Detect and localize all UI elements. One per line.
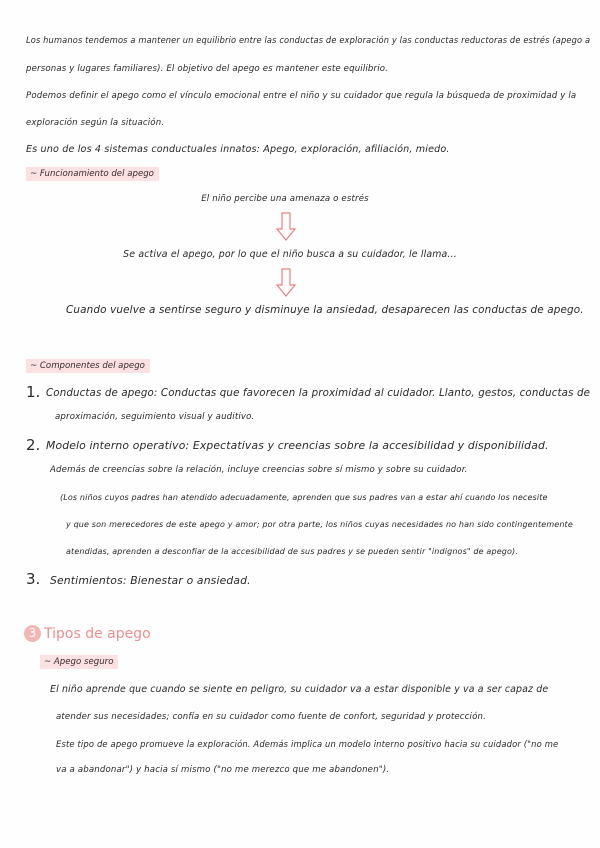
intro-line-3: Podemos definir el apego como el vínculo emocional entre el niño y su cuidador que regula la búsqueda de proximidad y la [26,91,577,101]
componente-1-line-1: Conductas de apego: Conductas que favorecen la proximidad al cuidador. Llanto, gestos, conductas de [46,386,591,399]
down-arrow-icon [275,212,297,242]
componentes-tag: ~ Componentes del apego [26,359,150,373]
seguro-line-3: Este tipo de apego promueve la exploración. Además implica un modelo interno positivo hacia su cuidador ("no me [56,739,559,749]
componente-2-line-4: y que son merecedores de este apego y amor; por otra parte, los niños cuyas necesidades no han sido contingentemente [66,520,573,529]
section-number-badge: 3 [24,625,41,642]
seguro-line-2: atender sus necesidades; confía en su cuidador como fuente de confort, seguridad y protección. [56,712,486,722]
componente-2-line-2: Además de creencias sobre la relación, incluye creencias sobre sí mismo y sobre su cuidador. [50,465,468,475]
section-title: Tipos de apego [44,626,151,642]
seguro-line-1: El niño aprende que cuando se siente en peligro, su cuidador va a estar disponible y va a ser capaz de [50,684,549,695]
flow-step-2: Se activa el apego, por lo que el niño busca a su cuidador, le llama... [123,249,457,260]
intro-line-5: Es uno de los 4 sistemas conductuales innatos: Apego, exploración, afiliación, miedo. [26,144,450,155]
apego-seguro-tag: ~ Apego seguro [40,655,118,669]
list-number-3: 3. [26,570,41,588]
list-number-2: 2. [26,436,41,454]
flow-step-3: Cuando vuelve a sentirse seguro y disminuye la ansiedad, desaparecen las conductas de apego. [66,304,584,316]
componente-3-line-1: Sentimientos: Bienestar o ansiedad. [50,574,251,587]
funcionamiento-tag: ~ Funcionamiento del apego [26,167,159,181]
list-number-1: 1. [26,383,41,401]
flow-step-1: El niño percibe una amenaza o estrés [201,194,369,204]
intro-line-1: Los humanos tendemos a mantener un equilibrio entre las conductas de exploración y las conductas reductoras de estrés (apego a [26,36,591,46]
seguro-line-4: va a abandonar") y hacia sí mismo ("no me merezco que me abandonen"). [56,765,390,775]
down-arrow-icon [275,268,297,298]
intro-line-4: exploración según la situación. [26,118,165,128]
componente-2-line-1: Modelo interno operativo: Expectativas y creencias sobre la accesibilidad y disponibilidad. [46,439,549,452]
intro-line-2: personas y lugares familiares). El objetivo del apego es mantener este equilibrio. [26,64,389,74]
componente-2-line-3: (Los niños cuyos padres han atendido adecuadamente, aprenden que sus padres van a estar ahí cuando los necesite [60,493,548,502]
componente-2-line-5: atendidas, aprenden a desconfiar de la accesibilidad de sus padres y se pueden sentir "indignos" de apego). [66,547,519,556]
componente-1-line-2: aproximación, seguimiento visual y auditivo. [55,412,255,422]
